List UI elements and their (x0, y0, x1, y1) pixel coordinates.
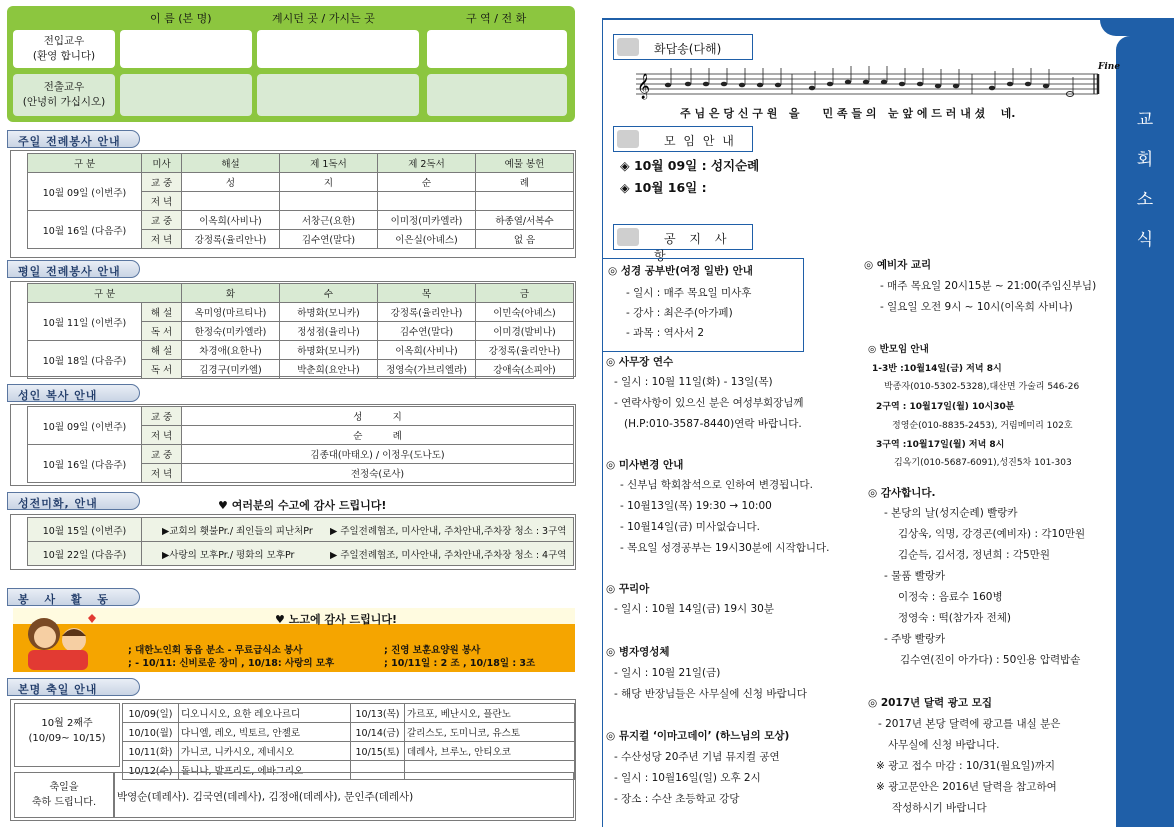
side-title-char: 회 (1136, 150, 1154, 170)
col-header: 화 (182, 284, 280, 303)
transfer-in-place-field[interactable] (257, 30, 419, 68)
transfer-header-name: 이 름 (본 명) (150, 12, 212, 25)
curia-line: - 일시 : 10월 14일(금) 19시 30분 (614, 603, 774, 615)
congrats-names: 박영순(데레사). 김국연(데레사), 김정애(데레사), 문인주(데레사) (114, 772, 574, 818)
office-line: (H.P:010-3587-8440)연락 바랍니다. (614, 418, 802, 430)
table-cell: 하종열/서복수 (476, 211, 574, 230)
mass-type: 저 녁 (142, 230, 182, 249)
mass-change-title: ◎ 미사변경 안내 (606, 459, 684, 471)
feast-names: 디오니시오, 요한 레오나르디 (179, 704, 351, 723)
table-cell: 정성점(율리나) (280, 322, 378, 341)
sunday-liturgy-title: 주일 전례봉사 안내 (7, 130, 140, 148)
mass-type: 저 녁 (142, 192, 182, 211)
thanks-line: 김상욱, 익명, 강경곤(예비자) : 각10만원 (898, 528, 1086, 540)
role-type: 해 설 (142, 303, 182, 322)
catechumen-line: - 매주 목요일 20시15분 ~ 21:00(주임신부님) (880, 280, 1097, 292)
feast-names: 갈리스도, 도미니코, 유스토 (405, 723, 575, 742)
feast-date: 10/09(일) (123, 704, 179, 723)
weekday-liturgy-table (27, 283, 574, 379)
table-cell: 김종대(마태오) / 이정우(도나도) (182, 445, 574, 464)
col-header: 목 (378, 284, 476, 303)
mass-change-line: - 신부님 학회참석으로 인하여 변경됩니다. (620, 479, 813, 491)
row-date: 10월 09일 (이번주) (28, 173, 142, 211)
table-cell: 김수연(말다) (378, 322, 476, 341)
transfer-out-region-field[interactable] (427, 74, 567, 116)
mass-type: 저 녁 (142, 426, 182, 445)
prayer-group: ▶사랑의 모후Pr./ 평화의 모후Pr (162, 549, 295, 561)
news-side-title (1130, 100, 1160, 260)
sick-communion-line: - 해당 반장님들은 사무실에 신청 바랍니다 (614, 688, 807, 700)
meeting-tag (613, 126, 753, 152)
service-line-2a: ; - 10/11: 신비로운 장미 , 10/18: 사랑의 모후 (128, 658, 335, 669)
table-cell: 성 지 (182, 407, 574, 426)
ban-meeting-line: 김옥기(010-5687-6091),성진5차 101-303 (894, 458, 1072, 468)
table-cell (142, 518, 574, 542)
table-cell: 하명화(모니카) (280, 341, 378, 360)
table-cell: 강정록(율리안나) (378, 303, 476, 322)
table-cell: 정영숙(가브리엘라) (378, 360, 476, 379)
mass-type: 저 녁 (142, 464, 182, 483)
mass-type: 교 중 (142, 173, 182, 192)
table-cell: 한정숙(미카엘라) (182, 322, 280, 341)
table-cell: 이민숙(아녜스) (476, 303, 574, 322)
feast-table (122, 703, 575, 780)
office-line: - 일시 : 10월 11일(화) - 13일(목) (614, 376, 773, 388)
musical-title: ◎ 뮤지컬 ‘이마고데이’ (하느님의 모상) (606, 730, 790, 742)
feast-date: 10/13(목) (351, 704, 405, 723)
side-title-char: 식 (1136, 230, 1154, 250)
priest-face-icon (617, 130, 639, 148)
thanks-line: 정영숙 : 떡(참가자 전체) (898, 612, 1012, 624)
table-cell: 옥미영(마르티나) (182, 303, 280, 322)
thanks-line: - 물품 빨랑카 (884, 570, 946, 582)
thanks-line: 이정숙 : 음료수 160병 (898, 591, 1003, 603)
treble-clef-icon: 𝄞 (637, 74, 651, 99)
transfer-out-label: 전출교우 (안녕히 가십시오) (13, 74, 115, 116)
psalm-tag (613, 34, 753, 60)
col-header: 예물 봉헌 (476, 154, 574, 173)
row-date: 10월 16일 (다음주) (28, 445, 142, 483)
catechumen-title: ◎ 예비자 교리 (864, 259, 932, 271)
bible-study-line: - 과목 : 역사서 2 (626, 327, 705, 339)
transfer-out-place-field[interactable] (257, 74, 419, 116)
table-cell: 강정록(율리안나) (182, 230, 280, 249)
transfer-out-name-field[interactable] (120, 74, 252, 116)
col-header: 미사 (142, 154, 182, 173)
catechumen-line: - 일요일 오전 9시 ~ 10시(이옥희 사비나) (880, 301, 1073, 313)
meeting-tag-label: 모 임 안 내 (664, 134, 736, 148)
sick-communion-line: - 일시 : 10월 21일(금) (614, 667, 721, 679)
table-cell: 이옥희(사비나) (182, 211, 280, 230)
table-cell (142, 542, 574, 566)
thanks-line: - 주방 빨랑카 (884, 633, 946, 645)
weekday-liturgy-title: 평일 전례봉사 안내 (7, 260, 140, 278)
prayer-group: ▶교회의 횃불Pr./ 죄인들의 피난처Pr (162, 525, 313, 537)
notice-tag (613, 224, 753, 263)
musical-line: - 장소 : 수산 초등학교 강당 (614, 793, 740, 805)
table-cell (280, 192, 378, 211)
mass-type: 교 중 (142, 407, 182, 426)
mass-change-line: - 목요일 성경공부는 19시30분에 시작합니다. (620, 542, 830, 554)
row-date: 10월 11일 (이번주) (28, 303, 142, 341)
feast-date: 10/12(수) (123, 761, 179, 780)
psalm-tag-label: 화답송(다해) (654, 42, 722, 56)
office-line: - 연락사항이 있으신 분은 여성부회장님께 (614, 397, 804, 409)
row-date: 10월 18일 (다음주) (28, 341, 142, 379)
mass-change-line: - 10월13일(목) 19:30 → 10:00 (620, 500, 772, 512)
role-type: 독 서 (142, 360, 182, 379)
col-header: 구 분 (28, 154, 142, 173)
sick-communion-title: ◎ 병자영성체 (606, 646, 670, 658)
musical-line: - 일시 : 10월16일(일) 오후 2시 (614, 772, 761, 784)
beautification-thanks: ♥ 여러분의 수고에 감사 드립니다! (218, 499, 387, 512)
table-cell (182, 192, 280, 211)
feast-title: 본명 축일 안내 (7, 678, 140, 696)
col-header: 구 분 (28, 284, 182, 303)
mass-change-line: - 10월14일(금) 미사없습니다. (620, 521, 761, 533)
bible-study-line: - 일시 : 매주 목요일 미사후 (626, 287, 752, 299)
side-title-char: 소 (1136, 190, 1154, 210)
meeting-item: ◈ 10월 16일 : (620, 180, 707, 195)
table-cell: 서창근(요한) (280, 211, 378, 230)
calendar-ad-line: 작성하시기 바랍니다 (892, 802, 987, 814)
table-cell: 김수연(말다) (280, 230, 378, 249)
thanks-line: - 본당의 날(성지순례) 빨랑카 (884, 507, 1018, 519)
transfer-header-place: 계시던 곳 / 가시는 곳 (272, 12, 375, 25)
col-header: 수 (280, 284, 378, 303)
beautification-table (27, 517, 574, 566)
table-cell (476, 192, 574, 211)
ban-meeting-line: 1-3반 :10월14일(금) 저녁 8시 (872, 364, 1002, 374)
office-title: ◎ 사무장 연수 (606, 356, 674, 368)
row-date: 10월 16일 (다음주) (28, 211, 142, 249)
feast-names: 가니코, 니카시오, 제네시오 (179, 742, 351, 761)
sunday-liturgy-table (27, 153, 574, 249)
service-thanks: ♥ 노고에 감사 드립니다! (275, 613, 397, 626)
service-line-1a: ; 대한노인회 동읍 분소 - 무료급식소 봉사 (128, 645, 303, 656)
ban-meeting-line: 박종자(010-5302-5328),대산면 가술리 546-26 (884, 382, 1080, 392)
adult-server-table (27, 406, 574, 483)
table-cell: 순 례 (182, 426, 574, 445)
psalm-lyrics: 주 님 은 당 신 구 원 을 민 족 들 의 눈 앞 에 드 러 내 셨 네. (680, 107, 1016, 120)
adult-server-title: 성인 복사 안내 (7, 384, 140, 402)
table-cell: 강애숙(소피아) (476, 360, 574, 379)
table-cell: 순 (378, 173, 476, 192)
row-date: 10월 09일 (이번주) (28, 407, 142, 445)
beautification-title: 성전미화, 안내 (7, 492, 140, 510)
news-side-tab-notch (1100, 18, 1174, 36)
musical-line: - 수산성당 20주년 기념 뮤지컬 공연 (614, 751, 780, 763)
feast-names: 가르포, 베난시오, 플란노 (405, 704, 575, 723)
col-header: 금 (476, 284, 574, 303)
meeting-item: ◈ 10월 09일 : 성지순례 (620, 158, 760, 173)
side-title-char: 교 (1136, 110, 1154, 130)
col-header: 해설 (182, 154, 280, 173)
service-line-2b: ; 10/11일 : 2 조 , 10/18일 : 3조 (384, 658, 536, 669)
notice-tag-label: 공 지 사 항 (654, 232, 732, 263)
ban-meeting-line: 2구역 : 10월17일(월) 10시30분 (876, 402, 1015, 412)
table-cell: 이미경(발비나) (476, 322, 574, 341)
calendar-ad-line: - 2017년 본당 달력에 광고를 내실 분은 (878, 718, 1061, 730)
mass-type: 교 중 (142, 211, 182, 230)
table-cell: 전정숙(로사) (182, 464, 574, 483)
service-title: 봉 사 활 동 (7, 588, 140, 606)
table-cell: 이옥희(사비나) (378, 341, 476, 360)
ban-meeting-line: 정영순(010-8835-2453), 거림메미리 102호 (892, 421, 1073, 431)
calendar-ad-line: 사무실에 신청 바랍니다. (888, 739, 1000, 751)
row-date: 10월 22일 (다음주) (28, 542, 142, 566)
duty: ▶ 주일전례협조, 미사안내, 주차안내,주차장 청소 : 3구역 (330, 525, 567, 537)
calendar-ad-title: ◎ 2017년 달력 광고 모집 (868, 697, 993, 709)
col-header: 제 1독서 (280, 154, 378, 173)
transfer-in-name-field[interactable] (120, 30, 252, 68)
table-cell: 지 (280, 173, 378, 192)
feast-names: 돌니나, 발프리도, 에바그리오 (179, 761, 351, 780)
priest-face-icon (617, 228, 639, 246)
psalm-fine: Fine (1098, 62, 1121, 72)
psalm-music-staff (632, 60, 1102, 102)
table-cell: 박춘희(요안나) (280, 360, 378, 379)
feast-date: 10/15(토) (351, 742, 405, 761)
bible-study-line: - 강사 : 최은주(아가페) (626, 307, 733, 319)
role-type: 독 서 (142, 322, 182, 341)
feast-range-label: 10월 2째주 (10/09~ 10/15) (14, 703, 120, 767)
congrats-label: 축일을 축하 드립니다. (14, 772, 114, 818)
thanks-line: 김순득, 김서경, 정년희 : 각5만원 (898, 549, 1050, 561)
ban-meeting-line: 3구역 :10월17일(월) 저녁 8시 (876, 440, 1005, 450)
table-cell: 성 (182, 173, 280, 192)
priest-face-icon (617, 38, 639, 56)
table-cell: 이미정(미카엘라) (378, 211, 476, 230)
feast-names: 데레사, 브루노, 안티오코 (405, 742, 575, 761)
row-date: 10월 15일 (이번주) (28, 518, 142, 542)
curia-title: ◎ 꾸리아 (606, 583, 650, 595)
feast-date: 10/14(금) (351, 723, 405, 742)
calendar-ad-line: ※ 광고문안은 2016년 달력을 참고하여 (876, 781, 1057, 793)
service-line-1b: ; 진영 보훈요양원 봉사 (384, 645, 481, 656)
transfer-in-region-field[interactable] (427, 30, 567, 68)
feast-names: 다니엘, 레오, 빅토르, 안젤로 (179, 723, 351, 742)
table-cell: 례 (476, 173, 574, 192)
bible-study-title: ◎ 성경 공부반(여정 일반) 안내 (608, 265, 753, 277)
cartoon-icon (18, 612, 100, 670)
table-cell: 차경애(요한나) (182, 341, 280, 360)
calendar-ad-line: ※ 광고 접수 마감 : 10/31(월요일)까지 (876, 760, 1056, 772)
feast-date: 10/10(월) (123, 723, 179, 742)
role-type: 해 설 (142, 341, 182, 360)
thanks-title: ◎ 감사합니다. (868, 487, 936, 499)
table-cell: 이은실(아녜스) (378, 230, 476, 249)
table-cell: 하명화(모니카) (280, 303, 378, 322)
col-header: 제 2독서 (378, 154, 476, 173)
transfer-in-label: 전입교우 (환영 합니다) (13, 30, 115, 68)
table-cell: 없 음 (476, 230, 574, 249)
duty: ▶ 주일전례협조, 미사안내, 주차안내,주차장 청소 : 4구역 (330, 549, 567, 561)
thanks-line: 김수연(진이 아가다) : 50인용 압력밥솥 (900, 654, 1081, 666)
cartoon-illustration (18, 612, 100, 670)
table-cell: 강정록(율리안나) (476, 341, 574, 360)
transfer-header-region: 구 역 / 전 화 (466, 12, 527, 25)
table-cell: 김경구(미카엘) (182, 360, 280, 379)
feast-date: 10/11(화) (123, 742, 179, 761)
ban-meeting-title: ◎ 반모임 안내 (868, 344, 929, 355)
mass-type: 교 중 (142, 445, 182, 464)
table-cell (378, 192, 476, 211)
